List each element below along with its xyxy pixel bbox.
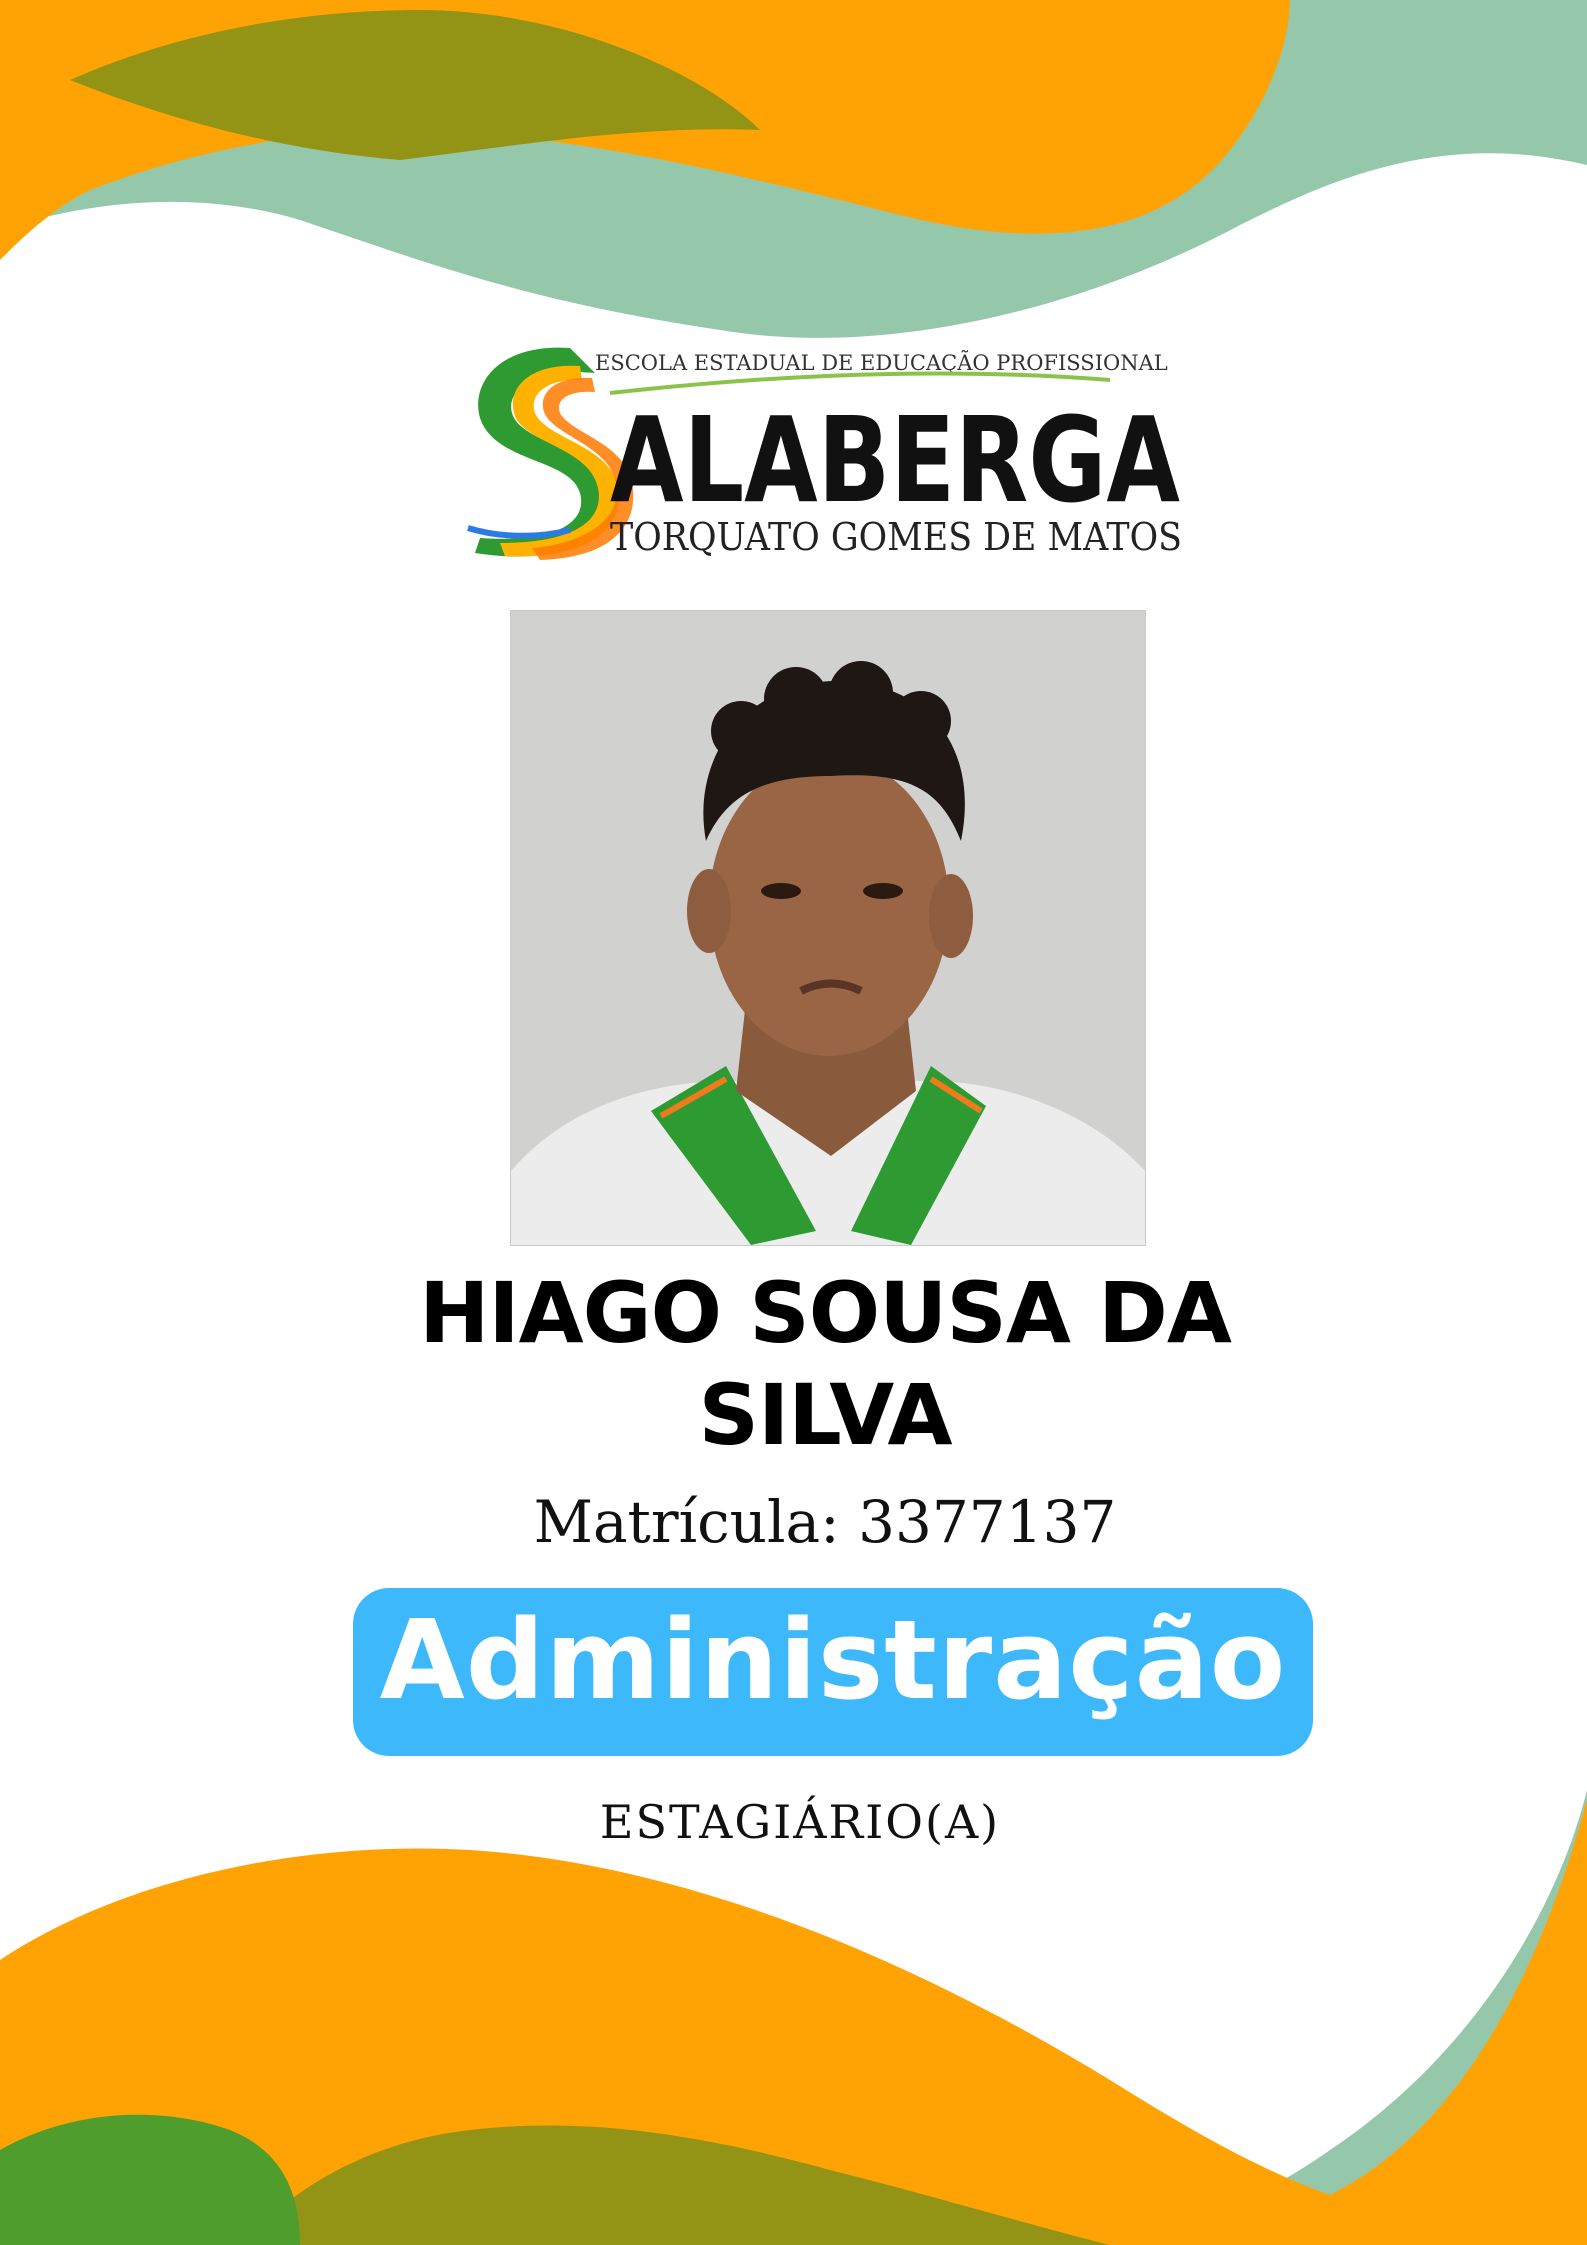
course-badge <box>353 1588 1313 1756</box>
school-bottom-line: TORQUATO GOMES DE MATOS <box>610 515 1182 559</box>
school-logo <box>460 338 1200 568</box>
role-label: ESTAGIÁRIO(A) <box>599 1795 1001 1849</box>
school-top-line: ESCOLA ESTADUAL DE EDUCAÇÃO PROFISSIONAL <box>595 351 1168 375</box>
portrait-image <box>511 611 1145 1245</box>
s-emblem-icon <box>468 348 633 560</box>
student-name-line1: HIAGO SOUSA DA <box>419 1264 1231 1362</box>
course-label: Administração <box>379 1596 1287 1724</box>
school-name-rest: ALABERGA <box>610 391 1180 529</box>
student-photo <box>510 610 1146 1246</box>
student-name <box>240 1262 1410 1466</box>
enrollment-number: Matrícula: 3377137 <box>533 1488 1117 1556</box>
student-name-line2: SILVA <box>698 1366 952 1464</box>
